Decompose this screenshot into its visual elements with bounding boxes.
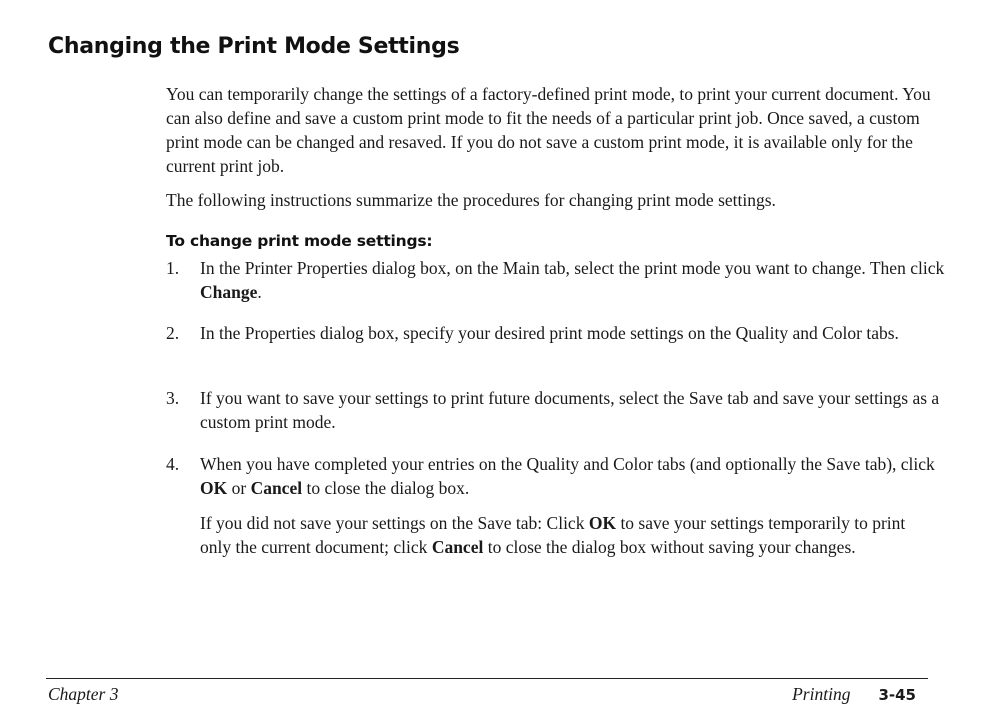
ok-button-reference: OK [588, 513, 617, 533]
step-text-part: to close the dialog box. [302, 478, 470, 498]
page-number: 3-45 [878, 686, 916, 704]
ok-button-reference: OK [200, 478, 228, 498]
footer-right [792, 684, 916, 705]
summary-paragraph: The following instructions summarize the procedures for changing print mode settings. [166, 190, 776, 210]
step-text [200, 452, 946, 500]
cancel-button-reference: Cancel [250, 478, 303, 498]
step-text-part: or [227, 478, 251, 498]
note-text-part: to close the dialog box without saving your changes. [483, 537, 856, 557]
note-text-part: If you did not save your settings on the Save tab: Click [200, 513, 589, 533]
procedure-heading: To change print mode settings: [166, 232, 433, 250]
step-text: If you want to save your settings to print future documents, select the Save tab and save your settings as a custom print mode. [200, 388, 940, 432]
intro-paragraph: You can temporarily change the settings of a factory-defined print mode, to print your current document. You can also define and save a custom print mode to fit the needs of a particular print job. Once saved, a custom print mode can be changed and resaved. If you do not save a custom print mode, it is available only for the current print job. [166, 84, 931, 176]
step-text [200, 256, 946, 304]
step-text-part: . [257, 282, 262, 302]
step-number: 2. [166, 323, 180, 343]
step-4-note [200, 511, 920, 559]
step-3 [166, 386, 946, 434]
step-4 [166, 452, 946, 500]
step-number: 1. [166, 258, 180, 278]
footer-section: Printing [792, 684, 851, 704]
step-text-part: When you have completed your entries on the Quality and Color tabs (and optionally the Save tab), click [200, 454, 935, 474]
cancel-button-reference: Cancel [431, 537, 484, 557]
note-text-part: to save your settings temporarily to print only the current document; click [200, 513, 906, 557]
step-number: 3. [166, 388, 180, 408]
step-number: 4. [166, 454, 180, 474]
step-1 [166, 256, 946, 304]
step-text: In the Properties dialog box, specify your desired print mode settings on the Quality and Color tabs. [200, 323, 899, 343]
step-2 [166, 321, 946, 345]
footer-chapter: Chapter 3 [48, 684, 119, 704]
step-text-part: In the Printer Properties dialog box, on the Main tab, select the print mode you want to change. Then click [200, 258, 945, 278]
footer-divider [46, 678, 928, 679]
page-title: Changing the Print Mode Settings [48, 34, 460, 59]
change-button-reference: Change [200, 282, 258, 302]
